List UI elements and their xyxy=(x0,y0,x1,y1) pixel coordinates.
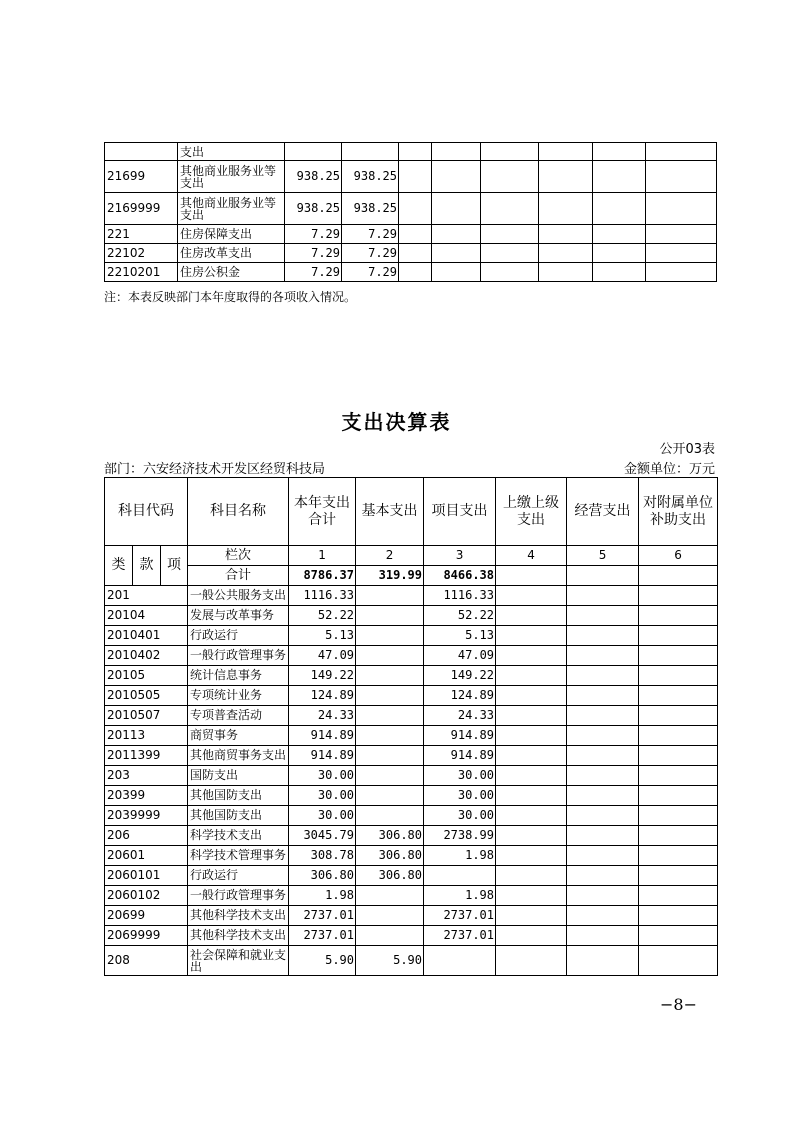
empty-cell xyxy=(567,806,639,826)
code-cell: 20105 xyxy=(105,666,188,686)
empty-cell xyxy=(496,686,567,706)
sum-label: 合计 xyxy=(188,566,289,586)
name-cell: 其他商业服务业等支出 xyxy=(178,193,285,225)
code-cell: 2169999 xyxy=(105,193,178,225)
name-cell: 商贸事务 xyxy=(188,726,289,746)
project-cell: 30.00 xyxy=(424,766,496,786)
empty-cell xyxy=(567,706,639,726)
basic-cell xyxy=(356,706,424,726)
name-cell: 专项普查活动 xyxy=(188,706,289,726)
table-row xyxy=(105,726,718,746)
name-cell: 其他国防支出 xyxy=(188,806,289,826)
total-cell: 3045.79 xyxy=(289,826,356,846)
total-cell: 47.09 xyxy=(289,646,356,666)
column-number-row xyxy=(105,546,718,566)
total-cell: 7.29 xyxy=(285,263,342,282)
name-cell: 科学技术管理事务 xyxy=(188,846,289,866)
basic-cell xyxy=(356,746,424,766)
empty-cell xyxy=(399,244,432,263)
empty-cell xyxy=(639,746,718,766)
total-cell: 30.00 xyxy=(289,806,356,826)
basic-cell xyxy=(356,926,424,946)
name-cell: 行政运行 xyxy=(188,626,289,646)
code-cell: 203 xyxy=(105,766,188,786)
code-cell: 20104 xyxy=(105,606,188,626)
empty-cell xyxy=(567,846,639,866)
table-row xyxy=(105,926,718,946)
header-upper: 上缴上级支出 xyxy=(496,478,567,546)
empty-cell xyxy=(432,143,481,161)
empty-cell xyxy=(481,225,539,244)
empty-cell xyxy=(399,225,432,244)
empty-cell xyxy=(567,866,639,886)
empty-cell xyxy=(639,926,718,946)
project-cell: 149.22 xyxy=(424,666,496,686)
empty-cell xyxy=(496,926,567,946)
empty-cell xyxy=(639,606,718,626)
table-row xyxy=(105,886,718,906)
table-row xyxy=(105,906,718,926)
empty-cell xyxy=(432,263,481,282)
code-cell: 221 xyxy=(105,225,178,244)
table-row xyxy=(105,846,718,866)
code-cell: 2010401 xyxy=(105,626,188,646)
empty-cell xyxy=(539,143,593,161)
empty-cell xyxy=(496,646,567,666)
total-cell: 5.90 xyxy=(289,946,356,976)
code-cell: 2069999 xyxy=(105,926,188,946)
empty-cell xyxy=(567,906,639,926)
total-cell: 30.00 xyxy=(289,786,356,806)
basic-cell xyxy=(356,766,424,786)
empty-cell xyxy=(432,244,481,263)
page-number: −8− xyxy=(660,995,697,1014)
empty-cell xyxy=(496,886,567,906)
col-num-6: 6 xyxy=(639,546,718,566)
table-row xyxy=(105,686,718,706)
empty-cell xyxy=(496,586,567,606)
total-cell: 30.00 xyxy=(289,766,356,786)
basic-cell xyxy=(356,586,424,606)
code-cell: 208 xyxy=(105,946,188,976)
basic-cell xyxy=(342,143,399,161)
name-cell: 一般公共服务支出 xyxy=(188,586,289,606)
header-basic: 基本支出 xyxy=(356,478,424,546)
name-cell: 其他国防支出 xyxy=(188,786,289,806)
empty-cell xyxy=(593,161,646,193)
basic-cell xyxy=(356,626,424,646)
code-cell: 2210201 xyxy=(105,263,178,282)
table-row xyxy=(105,746,718,766)
empty-cell xyxy=(567,746,639,766)
project-cell: 2738.99 xyxy=(424,826,496,846)
empty-cell xyxy=(567,586,639,606)
project-cell: 30.00 xyxy=(424,786,496,806)
empty-cell xyxy=(639,646,718,666)
table-row xyxy=(105,786,718,806)
empty-cell xyxy=(496,846,567,866)
table-row xyxy=(105,225,717,244)
project-cell: 914.89 xyxy=(424,746,496,766)
header-row xyxy=(105,478,718,546)
empty-cell xyxy=(539,161,593,193)
table-row xyxy=(105,706,718,726)
total-cell: 914.89 xyxy=(289,726,356,746)
name-cell: 行政运行 xyxy=(188,866,289,886)
table-row xyxy=(105,143,717,161)
basic-cell: 306.80 xyxy=(356,846,424,866)
empty-cell xyxy=(639,906,718,926)
empty-cell xyxy=(496,826,567,846)
name-cell: 支出 xyxy=(178,143,285,161)
col-num-3: 3 xyxy=(424,546,496,566)
total-cell: 7.29 xyxy=(285,225,342,244)
header-xiang: 项 xyxy=(161,546,188,586)
code-cell: 20399 xyxy=(105,786,188,806)
code-cell: 2039999 xyxy=(105,806,188,826)
empty-cell xyxy=(496,906,567,926)
project-cell: 47.09 xyxy=(424,646,496,666)
empty-cell xyxy=(593,193,646,225)
name-cell: 一般行政管理事务 xyxy=(188,646,289,666)
basic-cell: 306.80 xyxy=(356,866,424,886)
code-cell: 2010505 xyxy=(105,686,188,706)
empty-cell xyxy=(496,746,567,766)
table-row xyxy=(105,626,718,646)
basic-cell xyxy=(356,786,424,806)
empty-cell xyxy=(646,263,717,282)
name-cell: 统计信息事务 xyxy=(188,666,289,686)
empty-cell xyxy=(496,626,567,646)
basic-cell xyxy=(356,666,424,686)
empty-cell xyxy=(399,161,432,193)
sum-project: 8466.38 xyxy=(424,566,496,586)
empty-cell xyxy=(646,161,717,193)
header-name: 科目名称 xyxy=(188,478,289,546)
empty-cell xyxy=(496,606,567,626)
basic-cell xyxy=(356,806,424,826)
header-business: 经营支出 xyxy=(567,478,639,546)
code-cell: 21699 xyxy=(105,161,178,193)
empty-cell xyxy=(432,193,481,225)
project-cell: 124.89 xyxy=(424,686,496,706)
empty-cell xyxy=(567,646,639,666)
name-cell: 其他科学技术支出 xyxy=(188,906,289,926)
empty-cell xyxy=(399,193,432,225)
project-cell: 24.33 xyxy=(424,706,496,726)
empty-cell xyxy=(593,244,646,263)
empty-cell xyxy=(481,143,539,161)
col-num-1: 1 xyxy=(289,546,356,566)
empty-cell xyxy=(646,225,717,244)
empty-cell xyxy=(639,686,718,706)
code-cell: 2060102 xyxy=(105,886,188,906)
empty-cell xyxy=(593,225,646,244)
code-cell: 201 xyxy=(105,586,188,606)
table-row xyxy=(105,766,718,786)
project-cell: 1116.33 xyxy=(424,586,496,606)
basic-cell xyxy=(356,886,424,906)
empty-cell xyxy=(639,886,718,906)
unit-label: 金额单位：万元 xyxy=(623,462,715,477)
code-cell: 2060101 xyxy=(105,866,188,886)
name-cell: 社会保障和就业支出 xyxy=(188,946,289,976)
name-cell: 住房保障支出 xyxy=(178,225,285,244)
name-cell: 住房公积金 xyxy=(178,263,285,282)
empty-cell xyxy=(496,726,567,746)
empty-cell xyxy=(432,161,481,193)
name-cell: 专项统计业务 xyxy=(188,686,289,706)
header-project: 项目支出 xyxy=(424,478,496,546)
empty-cell xyxy=(639,846,718,866)
empty-cell xyxy=(539,244,593,263)
project-cell: 914.89 xyxy=(424,726,496,746)
table-row xyxy=(105,866,718,886)
empty-cell xyxy=(639,766,718,786)
name-cell: 发展与改革事务 xyxy=(188,606,289,626)
total-cell: 938.25 xyxy=(285,161,342,193)
name-cell: 其他科学技术支出 xyxy=(188,926,289,946)
name-cell: 科学技术支出 xyxy=(188,826,289,846)
table-row xyxy=(105,826,718,846)
table-row xyxy=(105,946,718,976)
empty-cell xyxy=(481,161,539,193)
table-row xyxy=(105,193,717,225)
col-num-4: 4 xyxy=(496,546,567,566)
empty-cell xyxy=(567,886,639,906)
table-row xyxy=(105,666,718,686)
income-table-continuation xyxy=(104,142,717,282)
empty-cell xyxy=(639,826,718,846)
basic-cell: 306.80 xyxy=(356,826,424,846)
project-cell: 2737.01 xyxy=(424,926,496,946)
empty-cell xyxy=(539,193,593,225)
project-cell: 30.00 xyxy=(424,806,496,826)
empty-cell xyxy=(567,726,639,746)
empty-cell xyxy=(567,946,639,976)
sum-row xyxy=(105,566,718,586)
project-cell: 1.98 xyxy=(424,846,496,866)
header-subsidy: 对附属单位补助支出 xyxy=(639,478,718,546)
basic-cell: 938.25 xyxy=(342,193,399,225)
name-cell: 其他商贸事务支出 xyxy=(188,746,289,766)
code-cell: 2010402 xyxy=(105,646,188,666)
empty-cell xyxy=(646,244,717,263)
table-row xyxy=(105,263,717,282)
empty-cell xyxy=(496,806,567,826)
empty-cell xyxy=(567,926,639,946)
project-cell: 5.13 xyxy=(424,626,496,646)
empty-cell xyxy=(539,225,593,244)
total-cell xyxy=(285,143,342,161)
total-cell: 149.22 xyxy=(289,666,356,686)
name-cell: 一般行政管理事务 xyxy=(188,886,289,906)
total-cell: 914.89 xyxy=(289,746,356,766)
empty-cell xyxy=(481,244,539,263)
header-lei: 类 xyxy=(105,546,133,586)
page-title: 支出决算表 xyxy=(341,410,452,434)
code-cell: 20699 xyxy=(105,906,188,926)
col-num-2: 2 xyxy=(356,546,424,566)
income-table-note: 注：本表反映部门本年度取得的各项收入情况。 xyxy=(104,290,357,304)
table-row xyxy=(105,646,718,666)
empty-cell xyxy=(399,263,432,282)
expenditure-table xyxy=(104,477,718,976)
total-cell: 5.13 xyxy=(289,626,356,646)
empty-cell xyxy=(496,766,567,786)
code-cell: 20113 xyxy=(105,726,188,746)
total-cell: 306.80 xyxy=(289,866,356,886)
empty-cell xyxy=(481,263,539,282)
empty-cell xyxy=(646,193,717,225)
basic-cell: 938.25 xyxy=(342,161,399,193)
project-cell: 1.98 xyxy=(424,886,496,906)
empty-cell xyxy=(496,946,567,976)
empty-cell xyxy=(646,143,717,161)
basic-cell: 5.90 xyxy=(356,946,424,976)
header-total: 本年支出合计 xyxy=(289,478,356,546)
empty-cell xyxy=(496,666,567,686)
empty-cell xyxy=(593,143,646,161)
table-row xyxy=(105,606,718,626)
total-cell: 2737.01 xyxy=(289,906,356,926)
table-id-label: 公开03表 xyxy=(659,442,715,457)
project-cell: 52.22 xyxy=(424,606,496,626)
basic-cell xyxy=(356,646,424,666)
empty-cell xyxy=(593,263,646,282)
empty-cell xyxy=(639,666,718,686)
name-cell: 其他商业服务业等支出 xyxy=(178,161,285,193)
empty-cell xyxy=(639,626,718,646)
basic-cell xyxy=(356,726,424,746)
table-row xyxy=(105,586,718,606)
table-row xyxy=(105,244,717,263)
code-cell: 20601 xyxy=(105,846,188,866)
table-row xyxy=(105,161,717,193)
code-cell: 2010507 xyxy=(105,706,188,726)
total-cell: 124.89 xyxy=(289,686,356,706)
empty-cell xyxy=(567,826,639,846)
empty-cell xyxy=(639,946,718,976)
empty-cell xyxy=(496,866,567,886)
empty-cell xyxy=(539,263,593,282)
basic-cell xyxy=(356,606,424,626)
empty-cell xyxy=(639,866,718,886)
code-cell: 22102 xyxy=(105,244,178,263)
name-cell: 国防支出 xyxy=(188,766,289,786)
total-cell: 308.78 xyxy=(289,846,356,866)
empty-cell xyxy=(496,706,567,726)
department-label: 部门：六安经济技术开发区经贸科技局 xyxy=(104,462,326,477)
empty-cell xyxy=(567,626,639,646)
name-cell: 住房改革支出 xyxy=(178,244,285,263)
empty-cell xyxy=(567,606,639,626)
project-cell xyxy=(424,946,496,976)
empty-cell xyxy=(496,786,567,806)
total-cell: 7.29 xyxy=(285,244,342,263)
empty-cell xyxy=(639,726,718,746)
basic-cell xyxy=(356,906,424,926)
project-cell: 2737.01 xyxy=(424,906,496,926)
code-cell xyxy=(105,143,178,161)
total-cell: 1.98 xyxy=(289,886,356,906)
total-cell: 52.22 xyxy=(289,606,356,626)
empty-cell xyxy=(639,806,718,826)
empty-cell xyxy=(567,666,639,686)
empty-cell xyxy=(567,786,639,806)
basic-cell xyxy=(356,686,424,706)
empty-cell xyxy=(639,706,718,726)
total-cell: 24.33 xyxy=(289,706,356,726)
header-code: 科目代码 xyxy=(105,478,188,546)
table-row xyxy=(105,806,718,826)
header-kuan: 款 xyxy=(133,546,161,586)
code-cell: 206 xyxy=(105,826,188,846)
col-num-5: 5 xyxy=(567,546,639,566)
basic-cell: 7.29 xyxy=(342,244,399,263)
basic-cell: 7.29 xyxy=(342,225,399,244)
empty-cell xyxy=(481,193,539,225)
empty-cell xyxy=(567,686,639,706)
total-cell: 938.25 xyxy=(285,193,342,225)
total-cell: 1116.33 xyxy=(289,586,356,606)
project-cell xyxy=(424,866,496,886)
total-cell: 2737.01 xyxy=(289,926,356,946)
sum-basic: 319.99 xyxy=(356,566,424,586)
empty-cell xyxy=(432,225,481,244)
sum-total: 8786.37 xyxy=(289,566,356,586)
header-lanci: 栏次 xyxy=(188,546,289,566)
empty-cell xyxy=(567,766,639,786)
basic-cell: 7.29 xyxy=(342,263,399,282)
empty-cell xyxy=(639,586,718,606)
empty-cell xyxy=(639,786,718,806)
code-cell: 2011399 xyxy=(105,746,188,766)
empty-cell xyxy=(399,143,432,161)
